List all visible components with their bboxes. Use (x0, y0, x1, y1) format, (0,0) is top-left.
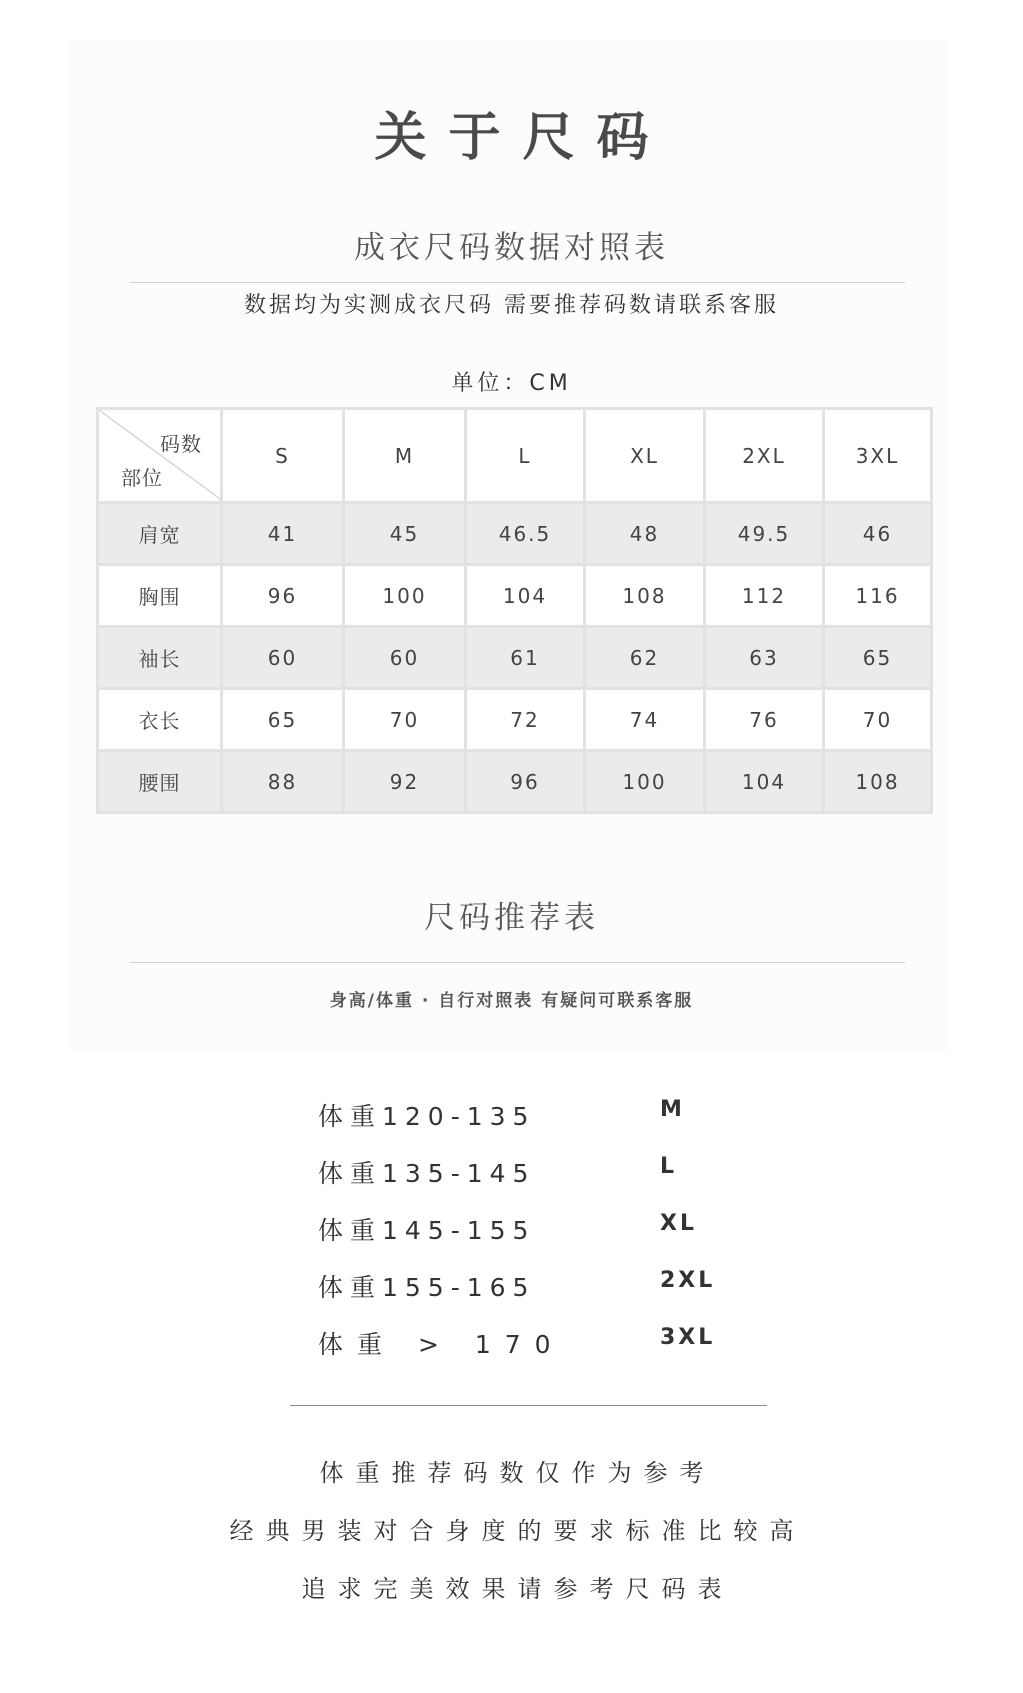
divider (130, 962, 905, 963)
weight-range: 体重135-145 (318, 1159, 536, 1188)
recommend-item (318, 1211, 738, 1251)
column-header: L (466, 409, 585, 503)
size-table-title: 成衣尺码数据对照表 (354, 230, 669, 266)
recommended-size: M (660, 1097, 685, 1122)
weight-range: 体重120-135 (318, 1102, 536, 1131)
row-label: 衣长 (98, 689, 222, 751)
table-cell: 63 (705, 627, 824, 689)
corner-label-size: 码数 (160, 432, 202, 456)
recommended-size: L (660, 1154, 678, 1179)
table-cell: 100 (585, 751, 705, 813)
table-cell: 70 (344, 689, 466, 751)
table-cell: 116 (824, 565, 932, 627)
table-cell: 45 (344, 503, 466, 565)
table-cell: 60 (344, 627, 466, 689)
footer-line: 追求完美效果请参考尺码表 (301, 1575, 734, 1603)
recommended-size: 3XL (660, 1325, 716, 1350)
table-cell: 108 (585, 565, 705, 627)
table-cell: 65 (222, 689, 344, 751)
table-cell: 100 (344, 565, 466, 627)
recommend-title: 尺码推荐表 (424, 900, 599, 936)
row-label: 肩宽 (98, 503, 222, 565)
row-label: 袖长 (98, 627, 222, 689)
table-cell: 41 (222, 503, 344, 565)
table-row (98, 503, 932, 565)
row-label: 胸围 (98, 565, 222, 627)
table-cell: 46 (824, 503, 932, 565)
table-cell: 65 (824, 627, 932, 689)
weight-range: 体重 > 170 (318, 1330, 565, 1359)
table-cell: 72 (466, 689, 585, 751)
recommend-item (318, 1097, 738, 1137)
table-corner-cell (98, 409, 222, 503)
recommended-size: 2XL (660, 1268, 716, 1293)
table-cell: 61 (466, 627, 585, 689)
weight-range: 体重145-155 (318, 1216, 536, 1245)
table-cell: 88 (222, 751, 344, 813)
table-cell: 104 (466, 565, 585, 627)
table-cell: 108 (824, 751, 932, 813)
row-label: 腰围 (98, 751, 222, 813)
size-table-note: 数据均为实测成衣尺码 需要推荐码数请联系客服 (244, 293, 779, 318)
table-row (98, 689, 932, 751)
column-header: 2XL (705, 409, 824, 503)
table-row (98, 565, 932, 627)
recommend-item (318, 1268, 738, 1308)
recommend-item (318, 1325, 738, 1365)
table-cell: 46.5 (466, 503, 585, 565)
weight-range: 体重155-165 (318, 1273, 536, 1302)
table-cell: 49.5 (705, 503, 824, 565)
column-header: XL (585, 409, 705, 503)
table-cell: 92 (344, 751, 466, 813)
table-cell: 62 (585, 627, 705, 689)
table-cell: 104 (705, 751, 824, 813)
divider (290, 1405, 767, 1406)
recommend-note: 身高/体重 · 自行对照表 有疑问可联系客服 (329, 991, 694, 1011)
table-cell: 96 (222, 565, 344, 627)
table-cell: 112 (705, 565, 824, 627)
footer-line: 经典男装对合身度的要求标准比较高 (229, 1517, 806, 1545)
page-title: 关于尺码 (374, 108, 671, 168)
unit-label: 单位：CM (451, 371, 572, 396)
corner-label-part: 部位 (121, 466, 163, 490)
column-header: M (344, 409, 466, 503)
table-row (98, 751, 932, 813)
divider (130, 282, 905, 283)
table-cell: 70 (824, 689, 932, 751)
recommended-size: XL (660, 1211, 697, 1236)
table-cell: 48 (585, 503, 705, 565)
table-header-row (98, 409, 932, 503)
table-cell: 60 (222, 627, 344, 689)
recommend-item (318, 1154, 738, 1194)
table-cell: 74 (585, 689, 705, 751)
table-cell: 96 (466, 751, 585, 813)
table-cell: 76 (705, 689, 824, 751)
footer-line: 体重推荐码数仅作为参考 (319, 1459, 716, 1487)
column-header: 3XL (824, 409, 932, 503)
table-row (98, 627, 932, 689)
column-header: S (222, 409, 344, 503)
size-table (96, 407, 933, 814)
